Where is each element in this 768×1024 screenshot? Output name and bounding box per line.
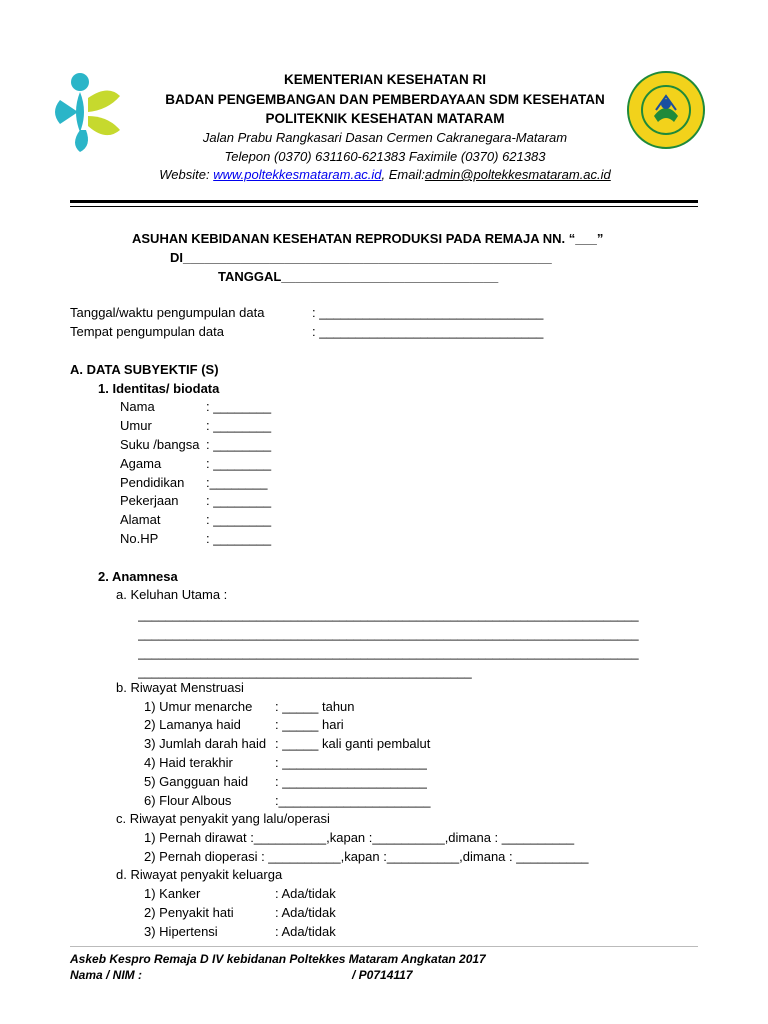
header-divider-thin	[70, 206, 698, 207]
meta-label-date: Tanggal/waktu pengumpulan data	[70, 305, 265, 320]
keluhan-heading: a. Keluhan Utama :	[116, 587, 228, 602]
menstruasi-field[interactable]: : _____ tahun	[275, 699, 355, 714]
menstruasi-field[interactable]: : ____________________	[275, 774, 427, 789]
anamnesa-heading: 2. Anamnesa	[98, 569, 178, 584]
identity-field[interactable]: : ________	[206, 512, 272, 527]
identity-label: Pendidikan	[120, 475, 185, 490]
penyakit-heading: c. Riwayat penyakit yang lalu/operasi	[116, 811, 330, 826]
identity-field[interactable]: : ________	[206, 399, 272, 414]
menstruasi-field[interactable]: : _____ kali ganti pembalut	[275, 736, 431, 751]
menstruasi-heading: b. Riwayat Menstruasi	[116, 680, 244, 695]
identity-label: Alamat	[120, 512, 161, 527]
menstruasi-label: 3) Jumlah darah haid	[144, 736, 267, 751]
header-divider-thick	[70, 200, 698, 203]
penyakit-row-dioperasi[interactable]: 2) Pernah dioperasi : __________,kapan :__________,dimana : __________	[144, 849, 589, 864]
keluarga-heading: d. Riwayat penyakit keluarga	[116, 867, 283, 882]
email-value[interactable]: admin@poltekkesmataram.ac.id	[424, 167, 611, 182]
identity-label: Umur	[120, 418, 152, 433]
identity-field[interactable]: : ________	[206, 493, 272, 508]
menstruasi-label: 1) Umur menarche	[144, 699, 253, 714]
menstruasi-label: 2) Lamanya haid	[144, 717, 241, 732]
website-link[interactable]: www.poltekkesmataram.ac.id	[213, 167, 382, 182]
email-label: , Email:	[381, 167, 425, 182]
identity-label: Agama	[120, 456, 162, 471]
meta-label-place: Tempat pengumpulan data	[70, 324, 224, 339]
header-address: Jalan Prabu Rangkasari Dasan Cermen Cakranegara-Mataram	[202, 130, 568, 145]
penyakit-row-dirawat[interactable]: 1) Pernah dirawat :__________,kapan :__________,dimana : __________	[144, 830, 575, 845]
keluarga-field[interactable]: : Ada/tidak	[275, 886, 336, 901]
keluhan-blank-line[interactable]: ________________________________________________________________________	[138, 646, 639, 660]
identity-heading: 1. Identitas/ biodata	[98, 381, 220, 396]
identity-label: Nama	[120, 399, 155, 414]
doc-title-date: TANGGAL______________________________	[218, 269, 499, 284]
keluhan-blank-line[interactable]: ________________________________________________	[138, 665, 472, 679]
header-ministry: KEMENTERIAN KESEHATAN RI	[283, 72, 486, 87]
menstruasi-field[interactable]: : ____________________	[275, 755, 427, 770]
menstruasi-field[interactable]: : _____ hari	[275, 717, 344, 732]
footer-course: Askeb Kespro Remaja D IV kebidanan Poltekkes Mataram Angkatan 2017	[70, 952, 486, 966]
menstruasi-label: 4) Haid terakhir	[144, 755, 233, 770]
keluarga-label: 3) Hipertensi	[144, 924, 218, 939]
section-a-heading: A. DATA SUBYEKTIF (S)	[70, 362, 219, 377]
header-phone: Telepon (0370) 631160-621383 Faximile (0370) 621383	[224, 149, 546, 164]
keluarga-field[interactable]: : Ada/tidak	[275, 924, 336, 939]
doc-title-location: DI___________________________________________________	[170, 250, 552, 265]
keluarga-label: 1) Kanker	[144, 886, 201, 901]
header-agency: BADAN PENGEMBANGAN DAN PEMBERDAYAAN SDM KESEHATAN	[165, 92, 605, 107]
meta-value-date[interactable]: : _______________________________	[312, 305, 544, 320]
keluarga-field[interactable]: : Ada/tidak	[275, 905, 336, 920]
menstruasi-label: 5) Gangguan haid	[144, 774, 249, 789]
doc-title: ASUHAN KEBIDANAN KESEHATAN REPRODUKSI PADA REMAJA NN. “___”	[132, 231, 604, 246]
identity-label: Suku /bangsa	[120, 437, 200, 452]
footer-name-label: Nama / NIM :	[70, 968, 143, 982]
identity-field[interactable]: : ________	[206, 456, 272, 471]
meta-value-place[interactable]: : _______________________________	[312, 324, 544, 339]
website-label: Website:	[159, 167, 214, 182]
identity-field[interactable]: : ________	[206, 418, 272, 433]
identity-label: Pekerjaan	[120, 493, 179, 508]
identity-label: No.HP	[120, 531, 159, 546]
header-institution: POLITEKNIK KESEHATAN MATARAM	[265, 111, 505, 126]
keluhan-blank-line[interactable]: ________________________________________________________________________	[138, 608, 639, 622]
footer-nim: / P0714117	[352, 968, 413, 982]
identity-field[interactable]: : ________	[206, 531, 272, 546]
header-contact	[120, 167, 650, 182]
menstruasi-label: 6) Flour Albous	[144, 793, 232, 808]
keluhan-blank-line[interactable]: ________________________________________________________________________	[138, 627, 639, 641]
menstruasi-field[interactable]: :_____________________	[275, 793, 431, 808]
identity-field[interactable]: : ________	[206, 437, 272, 452]
keluarga-label: 2) Penyakit hati	[144, 905, 234, 920]
identity-field[interactable]: :________	[206, 475, 268, 490]
kemenkes-logo-icon	[50, 70, 130, 155]
footer-divider	[70, 946, 698, 947]
